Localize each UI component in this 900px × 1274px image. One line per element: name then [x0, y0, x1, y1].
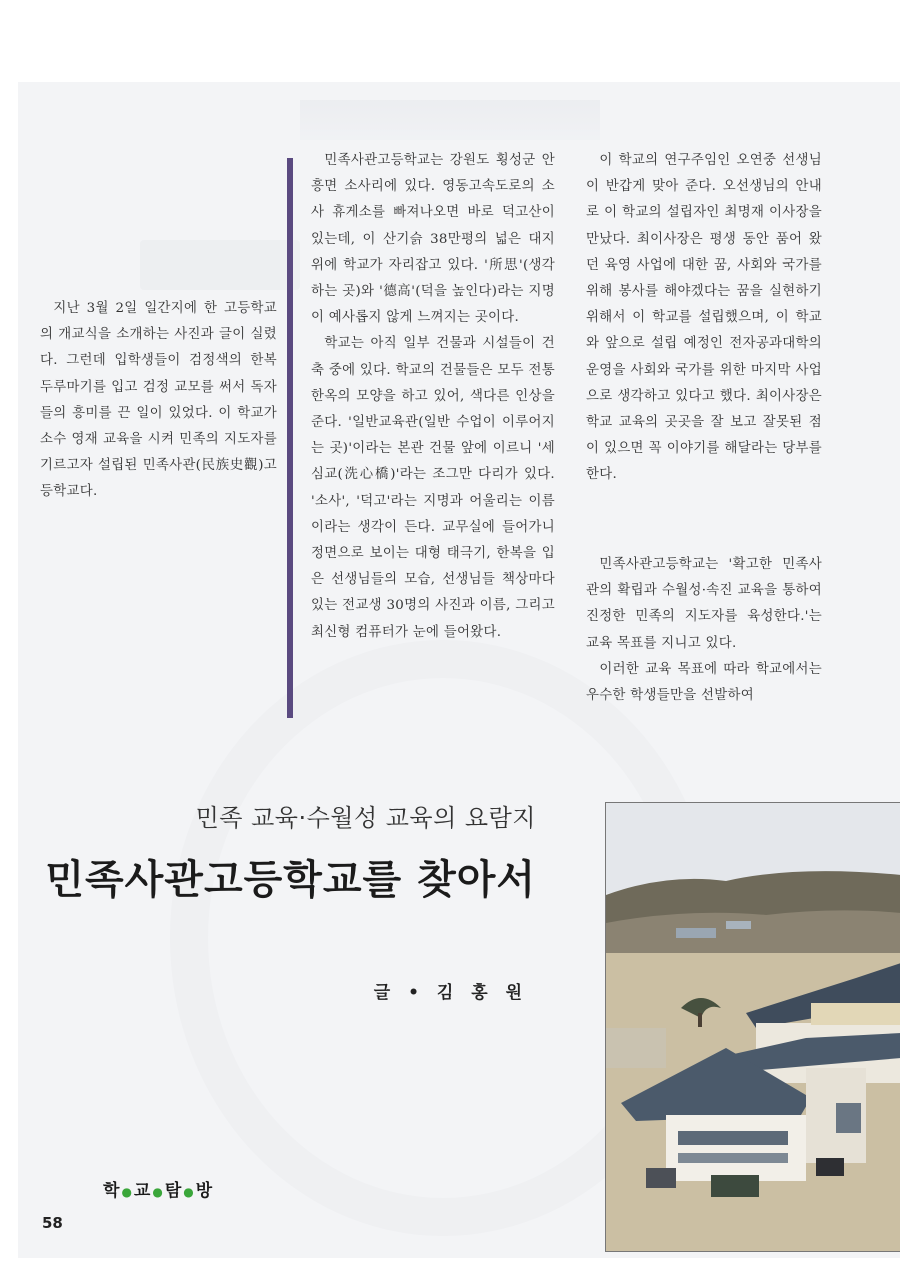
intro-paragraph [40, 296, 277, 506]
intro-text: 지난 3월 2일 일간지에 한 고등학교의 개교식을 소개하는 사진과 글이 실렸다. 그런데 입학생들이 검정색의 한복 두루마기를 입고 검정 교모를 써서 독자들의 흥미를 끈 일이 있었다. 이 학교가 소수 영재 교육을 시켜 민족의 지도자를 기르고자 설립된 민족사관(民族史觀)고등학교다. [40, 301, 277, 500]
faint-background-print [300, 100, 600, 140]
tag-char: 탐 [164, 1181, 182, 1201]
tag-char: 교 [133, 1181, 151, 1201]
bullet-dot-icon: ● [152, 1185, 163, 1199]
tag-char: 방 [195, 1181, 213, 1201]
paragraph: 민족사관고등학교는 '확고한 민족사관의 확립과 수월성·속진 교육을 통하여 진정한 민족의 지도자를 육성한다.'는 교육 목표를 지니고 있다. [586, 557, 822, 651]
article-author: 글 • 김 홍 원 [373, 983, 528, 1003]
school-building-photo [605, 802, 900, 1252]
paragraph: 이 학교의 연구주임인 오연중 선생님이 반갑게 맞아 준다. 오선생님의 안내로 이 학교의 설립자인 최명재 이사장을 만났다. 최이사장은 평생 동안 품어 왔던 육영 사업에 대한 꿈, 사회와 국가를 위해 봉사를 해야겠다는 꿈을 실현하기 위해서 이 학교를 설립했으며, 이 학교와 앞으로 설립 예정인 전자공과대학의 운영을 사회와 국가를 위한 마지막 사업으로 생각하고 있다고 했다. 최이사장은 학교 교육의 곳곳을 잘 보고 잘못된 점이 있으면 꼭 이야기를 해달라는 당부를 한다. [586, 153, 822, 483]
paragraph: 이러한 교육 목표에 따라 학교에서는 우수한 학생들만을 선발하여 [586, 661, 822, 704]
accent-bar [287, 158, 293, 718]
bullet-dot-icon: ● [121, 1185, 132, 1199]
article-column-3-continued [586, 552, 822, 709]
page-number: 58 [42, 1214, 63, 1232]
article-column-3 [586, 148, 822, 489]
tag-char: 학 [103, 1181, 120, 1201]
hanok-building-illustration [606, 803, 900, 1251]
paragraph: 민족사관고등학교는 강원도 횡성군 안흥면 소사리에 있다. 영동고속도로의 소사 휴게소를 빠져나오면 바로 덕고산이 있는데, 이 산기슭 38만평의 넓은 대지 위에 학교가 자리잡고 있다. '所思'(생각하는 곳)와 '德高'(덕을 높인다)라는 지명이 예사롭지 않게 느껴지는 곳이다. [311, 153, 555, 326]
paragraph: 학교는 아직 일부 건물과 시설들이 건축 중에 있다. 학교의 건물들은 모두 전통 한옥의 모양을 하고 있어, 색다른 인상을 준다. '일반교육관(일반 수업이 이루어지는 곳)'이라는 본관 건물 앞에 이르니 '세심교(洗心橋)'라는 조그만 다리가 있다. '소사', '덕고'라는 지명과 어울리는 이름이라는 생각이 든다. 교무실에 들어가니 정면으로 보이는 대형 태극기, 한복을 입은 선생님들의 모습, 선생님들 책상마다 있는 전교생 30명의 사진과 이름, 그리고 최신형 컴퓨터가 눈에 들어왔다. [311, 336, 555, 640]
bullet-dot-icon: ● [183, 1185, 194, 1199]
article-title: 민족사관고등학교를 찾아서 [45, 857, 536, 903]
faint-background-print [140, 240, 300, 290]
section-tag [103, 1176, 212, 1201]
article-column-2 [311, 148, 555, 646]
article-subtitle: 민족 교육·수월성 교육의 요람지 [195, 804, 536, 832]
